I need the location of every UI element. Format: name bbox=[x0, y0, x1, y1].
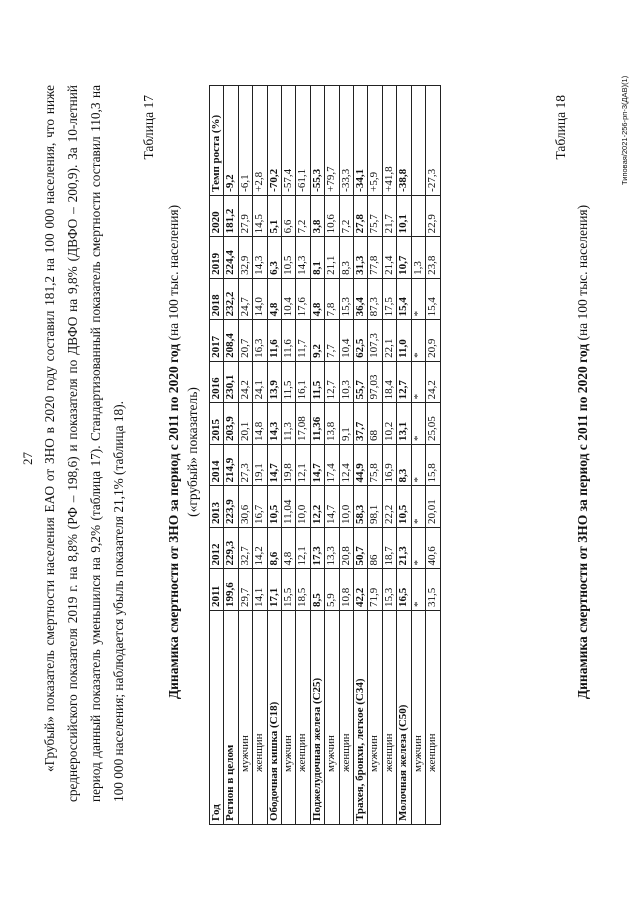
table-cell: 16,3 bbox=[253, 320, 267, 362]
table-cell: 1,3 bbox=[411, 237, 425, 279]
table-cell: 10,3 bbox=[339, 361, 353, 403]
table-cell: 27,3 bbox=[238, 444, 252, 486]
table-cell: 12,1 bbox=[296, 527, 310, 569]
table-17-title-bold: Динамика смертности от ЗНО за период с 2011 по 2020 год bbox=[166, 343, 181, 700]
table-cell: 44,9 bbox=[354, 444, 368, 486]
table-cell: 24,2 bbox=[426, 361, 440, 403]
table-cell: 11,5 bbox=[310, 361, 324, 403]
table-cell: 14,5 bbox=[253, 195, 267, 237]
table-cell: -61,1 bbox=[296, 86, 310, 196]
table-cell: * bbox=[411, 403, 425, 445]
table-row bbox=[296, 86, 310, 825]
table-cell: 13,9 bbox=[267, 361, 281, 403]
table-cell: 7,2 bbox=[339, 195, 353, 237]
table-cell: 6,6 bbox=[282, 195, 296, 237]
table-cell: 6,3 bbox=[267, 237, 281, 279]
table-row bbox=[426, 86, 440, 825]
table-18-title bbox=[575, 87, 591, 817]
table-header-cell: 2016 bbox=[210, 361, 224, 403]
table-cell: 25,05 bbox=[426, 403, 440, 445]
table-cell: 16,1 bbox=[296, 361, 310, 403]
table-cell: 20,01 bbox=[426, 486, 440, 528]
table-header-row bbox=[210, 86, 224, 825]
table-cell: 224,4 bbox=[224, 237, 238, 279]
table-cell: -6,1 bbox=[238, 86, 252, 196]
table-cell: 20,8 bbox=[339, 527, 353, 569]
row-label-cell: мужчин bbox=[282, 611, 296, 825]
row-label-cell: женщин bbox=[382, 611, 396, 825]
table-cell: 32,7 bbox=[238, 527, 252, 569]
table-cell: 181,2 bbox=[224, 195, 238, 237]
table-cell: 10,2 bbox=[382, 403, 396, 445]
table-cell: 8,5 bbox=[310, 569, 324, 611]
table-cell: 14,1 bbox=[253, 569, 267, 611]
row-label-cell: мужчин bbox=[325, 611, 339, 825]
table-cell: -9,2 bbox=[224, 86, 238, 196]
table-cell: 12,2 bbox=[310, 486, 324, 528]
table-cell: 11,3 bbox=[282, 403, 296, 445]
table-cell: 14,8 bbox=[253, 403, 267, 445]
table-cell bbox=[411, 86, 425, 196]
table-cell: 10,1 bbox=[397, 195, 411, 237]
table-cell: 23,8 bbox=[426, 237, 440, 279]
table-row bbox=[282, 86, 296, 825]
table-cell: 10,0 bbox=[296, 486, 310, 528]
row-label-cell: Регион в целом bbox=[224, 611, 238, 825]
table-row bbox=[382, 86, 396, 825]
table-cell: 10,8 bbox=[339, 569, 353, 611]
table-cell: 18,7 bbox=[382, 527, 396, 569]
table-cell: 20,7 bbox=[238, 320, 252, 362]
table-cell: 4,8 bbox=[282, 527, 296, 569]
table-cell: 107,3 bbox=[368, 320, 382, 362]
table-cell: 7,8 bbox=[325, 278, 339, 320]
table-header-cell: 2015 bbox=[210, 403, 224, 445]
table-cell: 10,4 bbox=[282, 278, 296, 320]
table-cell: 62,5 bbox=[354, 320, 368, 362]
table-cell: 24,1 bbox=[253, 361, 267, 403]
table-cell: 232,2 bbox=[224, 278, 238, 320]
table-cell: 12,7 bbox=[397, 361, 411, 403]
table-cell: 203,9 bbox=[224, 403, 238, 445]
row-label-cell: женщин bbox=[339, 611, 353, 825]
table-cell: 71,9 bbox=[368, 569, 382, 611]
table-cell: 32,9 bbox=[238, 237, 252, 279]
table-cell: 58,3 bbox=[354, 486, 368, 528]
table-cell: 24,7 bbox=[238, 278, 252, 320]
table-cell: 5,1 bbox=[267, 195, 281, 237]
table-cell: 10,5 bbox=[282, 237, 296, 279]
table-cell: 5,9 bbox=[325, 569, 339, 611]
row-label-cell: мужчин bbox=[368, 611, 382, 825]
table-cell: 30,6 bbox=[238, 486, 252, 528]
table-cell: 14,7 bbox=[310, 444, 324, 486]
table-row bbox=[253, 86, 267, 825]
table-cell: 55,7 bbox=[354, 361, 368, 403]
table-cell: 12,7 bbox=[325, 361, 339, 403]
table-17-title-unit: (на 100 тыс. населения) bbox=[166, 204, 181, 344]
table-cell: 13,1 bbox=[397, 403, 411, 445]
table-cell: 15,4 bbox=[397, 278, 411, 320]
table-cell: 19,1 bbox=[253, 444, 267, 486]
table-cell: 15,4 bbox=[426, 278, 440, 320]
table-cell: 14,2 bbox=[253, 527, 267, 569]
table-cell: 97,03 bbox=[368, 361, 382, 403]
table-cell: 11,6 bbox=[267, 320, 281, 362]
row-label-cell: мужчин bbox=[411, 611, 425, 825]
table-cell: 22,2 bbox=[382, 486, 396, 528]
table-header-cell: 2012 bbox=[210, 527, 224, 569]
table-18-label: Таблица 18 bbox=[553, 95, 568, 160]
table-cell: 40,6 bbox=[426, 527, 440, 569]
table-cell: 16,5 bbox=[397, 569, 411, 611]
table-cell: 9,2 bbox=[310, 320, 324, 362]
table-17-title-subtitle: («грубый» показатель) bbox=[185, 387, 200, 517]
table-cell: 7,2 bbox=[296, 195, 310, 237]
document-footer-code: Типовая/2021-256-рп-3(ДАВ)(1) bbox=[620, 75, 629, 185]
table-cell: 229,3 bbox=[224, 527, 238, 569]
table-cell: * bbox=[411, 444, 425, 486]
table-cell: 208,4 bbox=[224, 320, 238, 362]
row-label-cell: Ободочная кишка (С18) bbox=[267, 611, 281, 825]
table-cell: 77,8 bbox=[368, 237, 382, 279]
table-cell: 87,3 bbox=[368, 278, 382, 320]
table-cell: 13,8 bbox=[325, 403, 339, 445]
table-cell: 50,7 bbox=[354, 527, 368, 569]
table-cell: 10,5 bbox=[267, 486, 281, 528]
table-cell: 13,3 bbox=[325, 527, 339, 569]
table-row bbox=[238, 86, 252, 825]
table-cell: 214,9 bbox=[224, 444, 238, 486]
table-cell: 14,3 bbox=[267, 403, 281, 445]
row-label-cell: женщин bbox=[296, 611, 310, 825]
table-cell: 11,5 bbox=[282, 361, 296, 403]
table-cell: 11,7 bbox=[296, 320, 310, 362]
table-cell: 22,1 bbox=[382, 320, 396, 362]
table-cell: 17,4 bbox=[325, 444, 339, 486]
table-cell: 21,3 bbox=[397, 527, 411, 569]
table-row bbox=[267, 86, 281, 825]
table-cell: 10,5 bbox=[397, 486, 411, 528]
table-header-cell: 2017 bbox=[210, 320, 224, 362]
table-cell: -55,3 bbox=[310, 86, 324, 196]
table-cell: 17,5 bbox=[382, 278, 396, 320]
table-cell: +79,7 bbox=[325, 86, 339, 196]
table-cell: 10,6 bbox=[325, 195, 339, 237]
body-paragraph: «Грубый» показатель смертности населения ЕАО от ЗНО в 2020 году составил 181,2 на 100 000 населения, что ниже среднероссийского показателя 2019 г. на 8,8% (РФ – 198,6) и показателя по ДВФО на 9,8% (ДВФО – 200,9). За 10-летний период данный показатель уменьшился на 9,2% (таблица 17). Стандартизованный показатель смертности составил 110,3 на 100 000 населения; наблюдается убыль показателя 21,1% (таблица 18). bbox=[42, 85, 126, 802]
table-cell: 15,8 bbox=[426, 444, 440, 486]
table-cell: 14,3 bbox=[296, 237, 310, 279]
table-cell: 15,3 bbox=[382, 569, 396, 611]
table-cell: 17,3 bbox=[310, 527, 324, 569]
row-label-cell: Трахея, бронхи, легкое (С34) bbox=[354, 611, 368, 825]
table-cell: 31,5 bbox=[426, 569, 440, 611]
table-cell: 11,04 bbox=[282, 486, 296, 528]
table-cell: 14,0 bbox=[253, 278, 267, 320]
table-cell: 98,1 bbox=[368, 486, 382, 528]
table-cell: * bbox=[411, 320, 425, 362]
table-cell: 37,7 bbox=[354, 403, 368, 445]
table-row bbox=[397, 86, 411, 825]
table-header-cell: 2011 bbox=[210, 569, 224, 611]
table-cell: 17,08 bbox=[296, 403, 310, 445]
table-cell: 230,1 bbox=[224, 361, 238, 403]
table-cell: 24,2 bbox=[238, 361, 252, 403]
table-17-label: Таблица 17 bbox=[141, 95, 156, 160]
table-cell: 86 bbox=[368, 527, 382, 569]
table-cell: -57,4 bbox=[282, 86, 296, 196]
table-header-cell: Год bbox=[210, 611, 224, 825]
table-header-cell: 2014 bbox=[210, 444, 224, 486]
table-header-cell: 2013 bbox=[210, 486, 224, 528]
table-cell: +5,9 bbox=[368, 86, 382, 196]
table-cell: * bbox=[411, 569, 425, 611]
table-cell: 22,9 bbox=[426, 195, 440, 237]
table-header-cell: 2020 bbox=[210, 195, 224, 237]
table-cell: 12,4 bbox=[339, 444, 353, 486]
table-cell: 31,3 bbox=[354, 237, 368, 279]
table-cell: 11,6 bbox=[282, 320, 296, 362]
table-cell: 14,7 bbox=[267, 444, 281, 486]
table-cell: * bbox=[411, 278, 425, 320]
table-cell: 27,8 bbox=[354, 195, 368, 237]
table-17-title bbox=[164, 87, 202, 817]
table-cell: 17,1 bbox=[267, 569, 281, 611]
table-cell: 20,1 bbox=[238, 403, 252, 445]
table-cell: 7,7 bbox=[325, 320, 339, 362]
table-cell: 10,4 bbox=[339, 320, 353, 362]
table-cell: 10,0 bbox=[339, 486, 353, 528]
table-cell: +2,8 bbox=[253, 86, 267, 196]
page-number: 27 bbox=[20, 452, 35, 465]
table-cell: 75,7 bbox=[368, 195, 382, 237]
table-cell: 15,5 bbox=[282, 569, 296, 611]
table-cell: 16,9 bbox=[382, 444, 396, 486]
table-18-title-unit: (на 100 тыс. населения) bbox=[575, 204, 590, 344]
table-cell: * bbox=[411, 527, 425, 569]
table-cell: 15,3 bbox=[339, 278, 353, 320]
table-cell: 11,0 bbox=[397, 320, 411, 362]
table-cell: 199,6 bbox=[224, 569, 238, 611]
table-row bbox=[339, 86, 353, 825]
table-cell: 17,6 bbox=[296, 278, 310, 320]
table-row bbox=[224, 86, 238, 825]
row-label-cell: женщин bbox=[253, 611, 267, 825]
table-cell: 18,5 bbox=[296, 569, 310, 611]
table-cell: 21,7 bbox=[382, 195, 396, 237]
table-cell: * bbox=[411, 361, 425, 403]
table-cell: 21,4 bbox=[382, 237, 396, 279]
table-cell: -70,2 bbox=[267, 86, 281, 196]
table-cell: 10,7 bbox=[397, 237, 411, 279]
table-cell: 11,36 bbox=[310, 403, 324, 445]
table-cell: 75,8 bbox=[368, 444, 382, 486]
table-cell: 8,3 bbox=[339, 237, 353, 279]
table-cell: 18,4 bbox=[382, 361, 396, 403]
table-cell: 12,1 bbox=[296, 444, 310, 486]
table-cell: 8,1 bbox=[310, 237, 324, 279]
table-cell: 20,9 bbox=[426, 320, 440, 362]
table-cell: 14,3 bbox=[253, 237, 267, 279]
table-header-cell: 2018 bbox=[210, 278, 224, 320]
table-header-cell: 2019 bbox=[210, 237, 224, 279]
row-label-cell: Поджелудочная железа (С25) bbox=[310, 611, 324, 825]
table-cell: 19,8 bbox=[282, 444, 296, 486]
table-row bbox=[411, 86, 425, 825]
table-cell: 42,2 bbox=[354, 569, 368, 611]
row-label-cell: Молочная железа (С50) bbox=[397, 611, 411, 825]
table-cell: -27,3 bbox=[426, 86, 440, 196]
table-cell: -34,1 bbox=[354, 86, 368, 196]
table-cell: 4,8 bbox=[267, 278, 281, 320]
table-cell: 14,7 bbox=[325, 486, 339, 528]
table-cell: 68 bbox=[368, 403, 382, 445]
table-cell: 9,1 bbox=[339, 403, 353, 445]
table-cell: 223,9 bbox=[224, 486, 238, 528]
table-cell: 4,8 bbox=[310, 278, 324, 320]
table-row bbox=[310, 86, 324, 825]
table-cell: 29,7 bbox=[238, 569, 252, 611]
table-header-cell: Темп роста (%) bbox=[210, 86, 224, 196]
table-cell: 36,4 bbox=[354, 278, 368, 320]
table-cell: 8,6 bbox=[267, 527, 281, 569]
table-cell: -33,3 bbox=[339, 86, 353, 196]
table-cell: 21,1 bbox=[325, 237, 339, 279]
table-cell: 8,3 bbox=[397, 444, 411, 486]
table-cell: 3,8 bbox=[310, 195, 324, 237]
table-row bbox=[325, 86, 339, 825]
table-row bbox=[354, 86, 368, 825]
row-label-cell: мужчин bbox=[238, 611, 252, 825]
table-row bbox=[368, 86, 382, 825]
table-cell: +41,8 bbox=[382, 86, 396, 196]
table-cell bbox=[411, 195, 425, 237]
table-cell: * bbox=[411, 486, 425, 528]
table-18-title-bold: Динамика смертности от ЗНО за период с 2011 по 2020 год bbox=[575, 343, 590, 700]
table-cell: 27,9 bbox=[238, 195, 252, 237]
table-cell: 16,7 bbox=[253, 486, 267, 528]
row-label-cell: женщин bbox=[426, 611, 440, 825]
mortality-table bbox=[209, 85, 441, 825]
table-cell: -38,8 bbox=[397, 86, 411, 196]
